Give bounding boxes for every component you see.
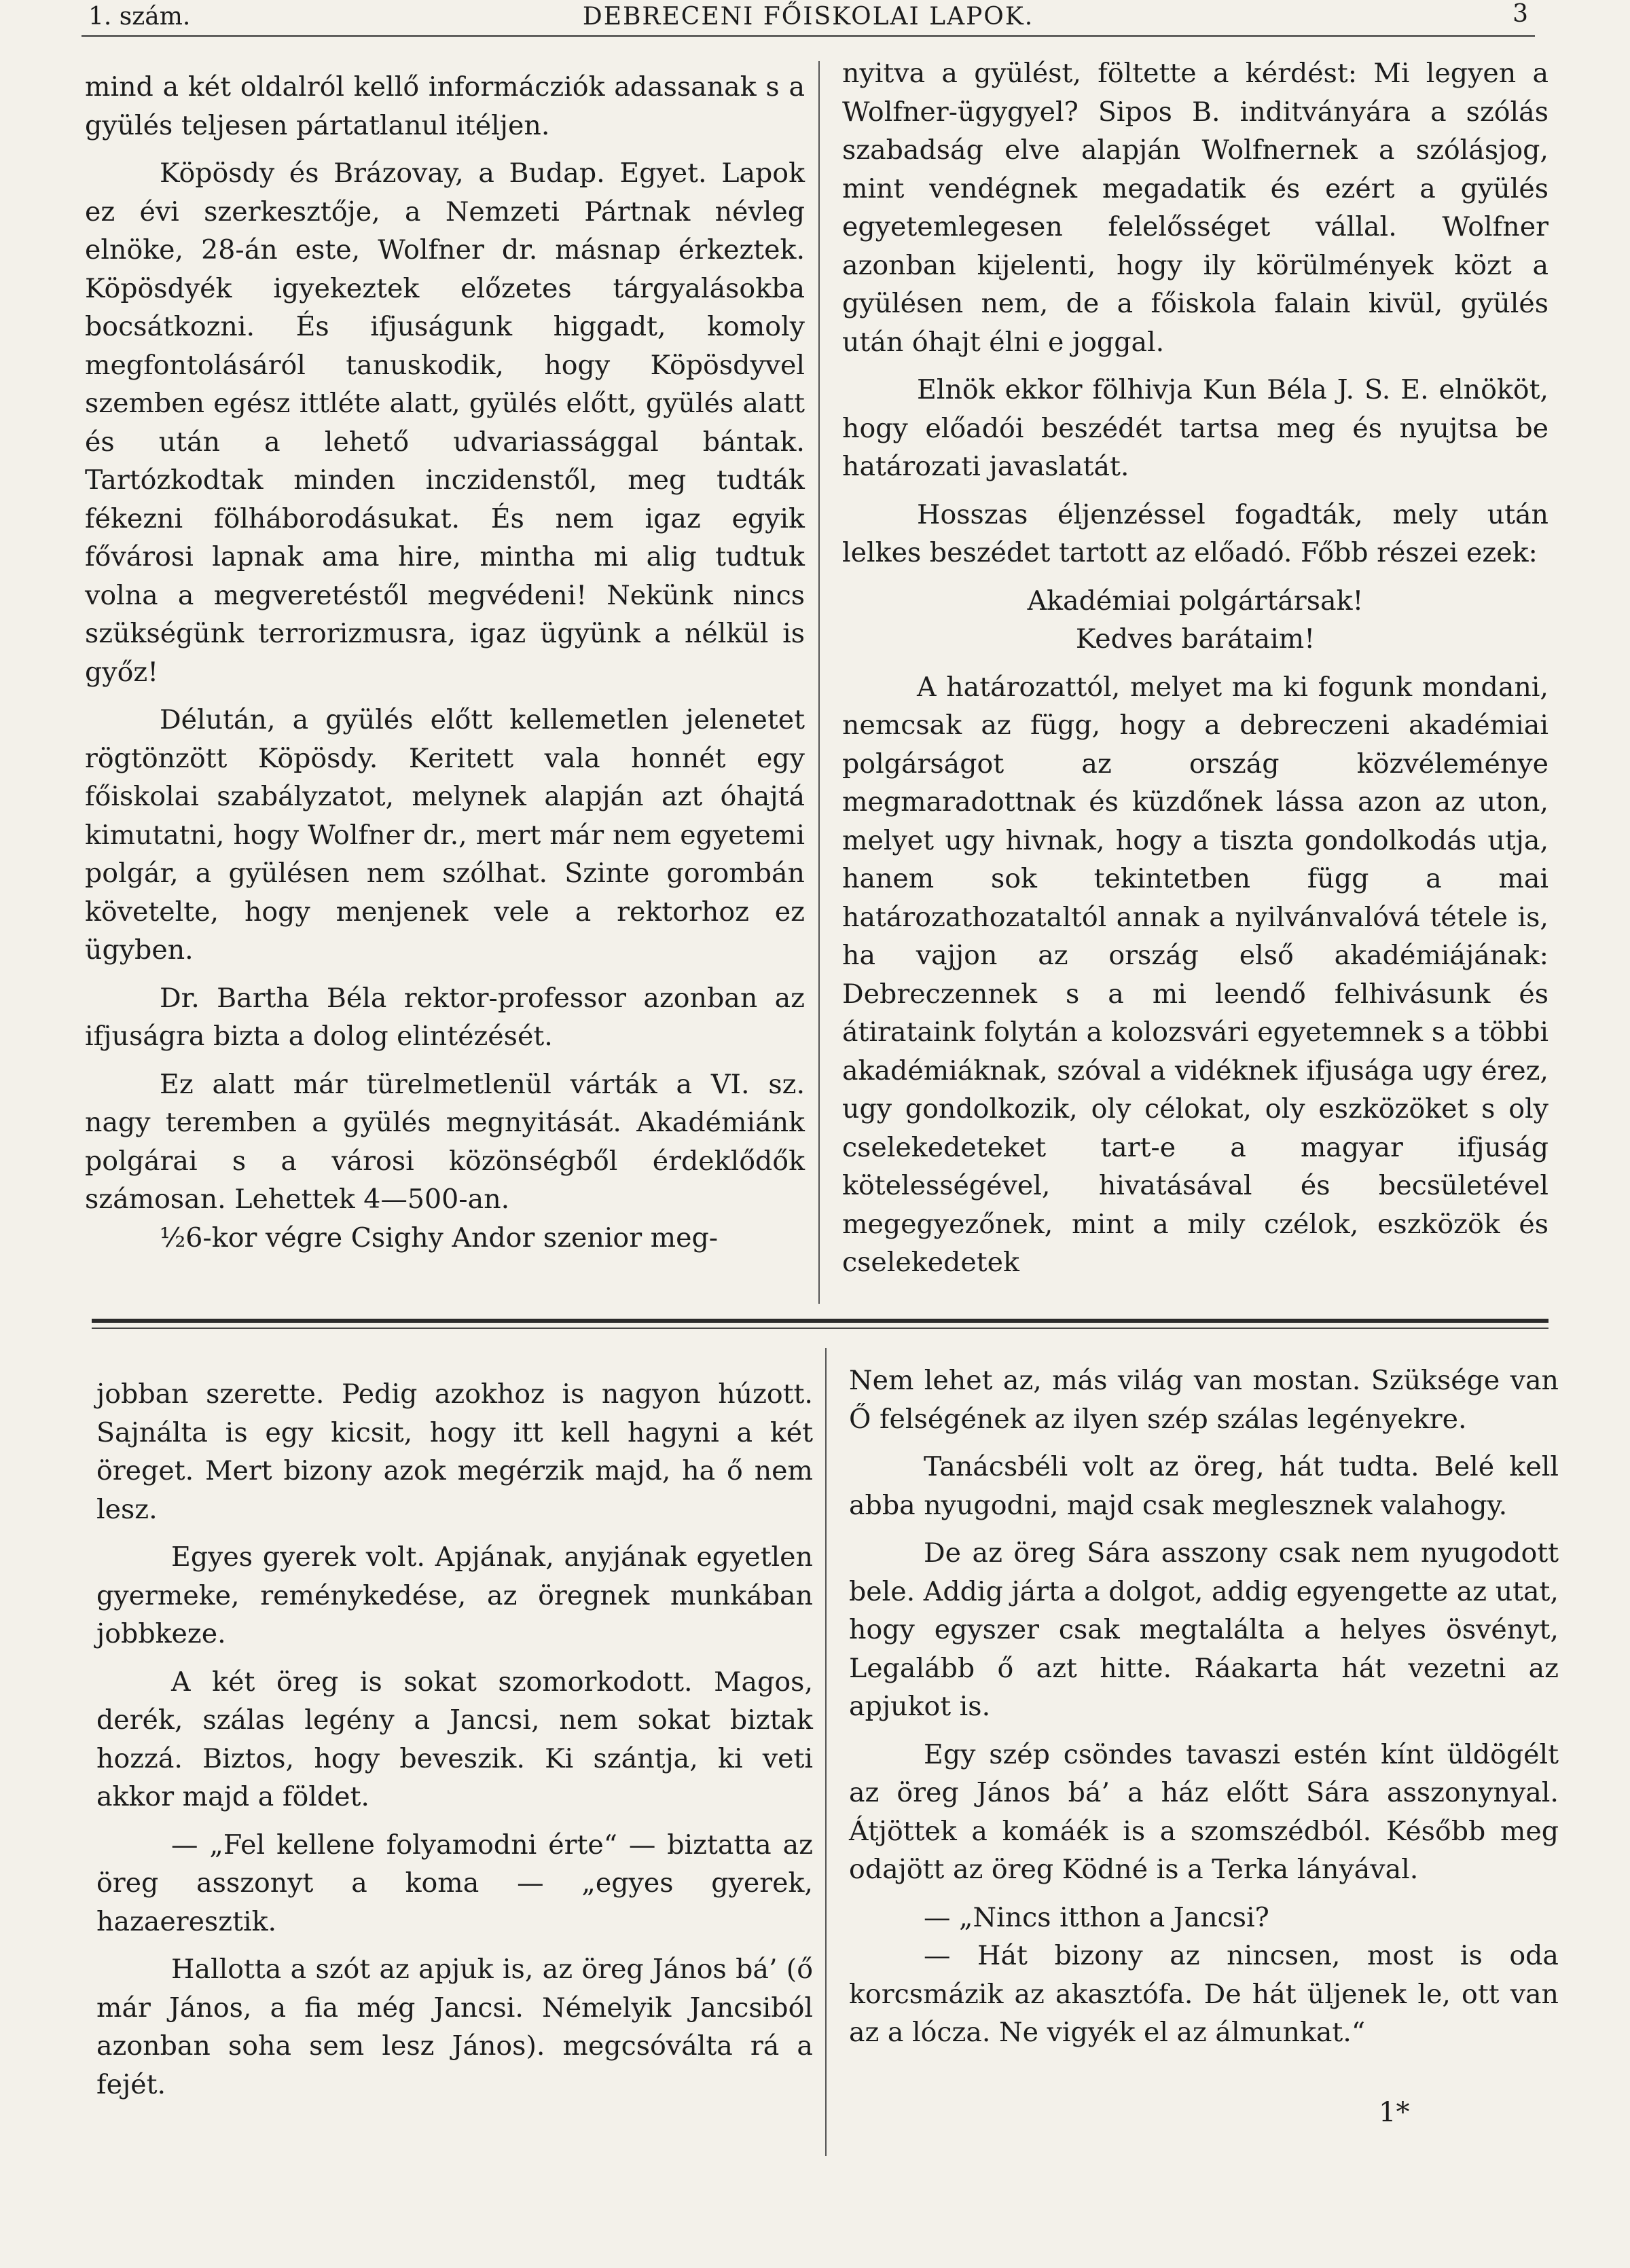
paragraph: — „Fel kellene folyamodni érte“ — biztatta az öreg asszonyt a koma — „egyes gyerek, hazaeresztik. — [96, 1829, 813, 1937]
paragraph: Tanácsbéli volt az öreg, hát tudta. Belé kell abba nyugodni, majd csak meglesznek valahogy. — [849, 1451, 1559, 1521]
paragraph: Délután, a gyülés előtt kellemetlen jelenetet rögtönzött Köpösdy. Keritett vala honnét egy főiskolai szabályzatot, melynek alapján azt óhajtá kimutatni, hogy Wolfner dr., mert már nem egyetemi polgár, a gyülésen nem szólhat. Szinte gorombán követelte, hogy menjenek vele a rektorhoz ez ügyben. — [85, 704, 805, 966]
paragraph: Egyes gyerek volt. Apjának, anyjának egyetlen gyermeke, reménykedése, az öregnek munkában jobbkeze. — [96, 1541, 813, 1649]
salutation: Akadémiai polgártársak! — [1027, 585, 1364, 617]
paragraph: Hallotta a szót az apjuk is, az öreg János bá’ (ő már János, a fia még Jancsi. Némelyik Jancsiból azonban soha sem lesz János). megcsóválta rá a fejét. — [96, 1954, 813, 2100]
column-bottom-left — [96, 1375, 813, 2104]
paragraph: — Hát bizony az nincsen, most is oda korcsmázik az akasztófa. De hát üljenek le, ott van az a lócza. Ne vigyék el az álmunkat.“ — [849, 1940, 1559, 2048]
column-top-left — [85, 68, 805, 1257]
paragraph: Nem lehet az, más világ van mostan. Szüksége van Ő felségének az ilyen szép szálas legényekre. — [849, 1365, 1559, 1435]
publication-title: DEBRECENI FŐISKOLAI LAPOK. — [582, 3, 1034, 31]
column-divider — [818, 61, 820, 1304]
column-divider — [825, 1348, 827, 2156]
column-bottom-right — [849, 1361, 1559, 2052]
issue-number: 1. szám. — [88, 3, 191, 31]
paragraph: ½6-kor végre Csighy Andor szenior meg- — [160, 1222, 719, 1254]
paragraph: Ez alatt már türelmetlenül várták a VI. sz. nagy teremben a gyülés megnyitását. Akadémiánk polgárai s a városi közönségből érdeklődők számosan. Lehettek 4—500-an. — [85, 1068, 805, 1215]
section-divider-thin — [92, 1328, 1548, 1329]
paragraph: A határozattól, melyet ma ki fogunk mondani, nemcsak az függ, hogy a debreczeni akadémiai polgárságot az ország közvéleménye megmaradottnak és küzdőnek lássa azon az uton, melyet ugy hivnak, hogy a tiszta gondolkodás utja, hanem sok tekintetben függ a mai határozathozataltól annak a nyilvánvalóvá tétele is, ha vajjon az ország első akadémiájának: Debreczennek s a mi leendő felhivásunk és átirataink folytán a kolozsvári egyetemnek s a többi akadémiáknak, szóval a vidéknek ifjusága ugy érez, ugy gondolkozik, oly célokat, oly eszközöket s oly cselekedeteket tart-e a magyar ifjuság kötelességével, hivatásával és becsületével megegyezőnek, mint a mily czélok, eszközök és cselekedetek — [842, 671, 1548, 1278]
paragraph: — „Nincs itthon a Jancsi? — [924, 1901, 1269, 1933]
paragraph: Egy szép csöndes tavaszi estén kínt üldögélt az öreg János bá’ a ház előtt Sára asszonynyal. Átjöttek a komáék is a szomszédból. Később meg odajött az öreg Ködné is a Terka lányával. — [849, 1738, 1559, 1885]
signature-mark: 1* — [1379, 2097, 1410, 2128]
paragraph: mind a két oldalról kellő informácziók adassanak s a gyülés teljesen pártatlanul itéljen. — [85, 71, 805, 141]
paragraph: nyitva a gyülést, föltette a kérdést: Mi legyen a Wolfner-ügygyel? Sipos B. inditványára a szólás szabadság elve alapján Wolfnernek a szólásjog, mint vendégnek megadatik és ezért a gyülés egyetemlegesen felelősséget vállal. Wolfner azonban kijelenti, hogy ily körülmények közt a gyülésen nem, de a főiskola falain kivül, gyülés után óhajt élni e joggal. — [842, 58, 1548, 358]
section-divider — [92, 1319, 1548, 1323]
paragraph: De az öreg Sára asszony csak nem nyugodott bele. Addig járta a dolgot, addig egyengette az utat, hogy egyszer csak megtalálta a helyes ösvényt, Legalább ő azt hitte. Ráakarta hát vezetni az apjukot is. — [849, 1537, 1559, 1722]
paragraph: Dr. Bartha Béla rektor-professor azonban az ifjuságra bizta a dolog elintézését. — [85, 982, 805, 1052]
salutation: Kedves barátaim! — [1075, 623, 1316, 655]
paragraph: jobban szerette. Pedig azokhoz is nagyon húzott. Sajnálta is egy kicsit, hogy itt kell hagyni a két öreget. Mert bizony azok megérzik majd, ha ő nem lesz. — [96, 1378, 813, 1525]
paragraph: Köpösdy és Brázovay, a Budap. Egyet. Lapok ez évi szerkesztője, a Nemzeti Pártnak névleg elnöke, 28-án este, Wolfner dr. másnap érkeztek. Köpösdyék igyekeztek előzetes tárgyalásokba bocsátkozni. És ifjuságunk higgadt, komoly megfontolásáról tanuskodik, hogy Köpösdyvel szemben egész ittléte alatt, gyülés előtt, gyülés alatt és után a lehető udvariassággal bántak. Tartózkodtak minden inczidenstől, meg tudták fékezni fölháborodásukat. És nem igaz egyik fővárosi lapnak ama hire, mintha mi alig tudtuk volna a megveretéstől megvédeni! Nekünk nincs szükségünk terrorizmusra, igaz ügyünk a nélkül is győz! — [85, 158, 805, 688]
paragraph: Hosszas éljenzéssel fogadták, mely után lelkes beszédet tartott az előadó. Főbb részei ezek: — [842, 498, 1548, 568]
paragraph: A két öreg is sokat szomorkodott. Magos, derék, szálas legény a Jancsi, nem sokat biztak hozzá. Biztos, hogy beveszik. Ki szántja, ki veti akkor majd a földet. — [96, 1666, 813, 1812]
page-header — [82, 0, 1535, 37]
column-top-right — [842, 54, 1548, 1282]
page-number: 3 — [1513, 0, 1528, 28]
paragraph: Elnök ekkor fölhivja Kun Béla J. S. E. elnököt, hogy előadói beszédét tartsa meg és nyujtsa be határozati javaslatát. — [842, 374, 1548, 482]
